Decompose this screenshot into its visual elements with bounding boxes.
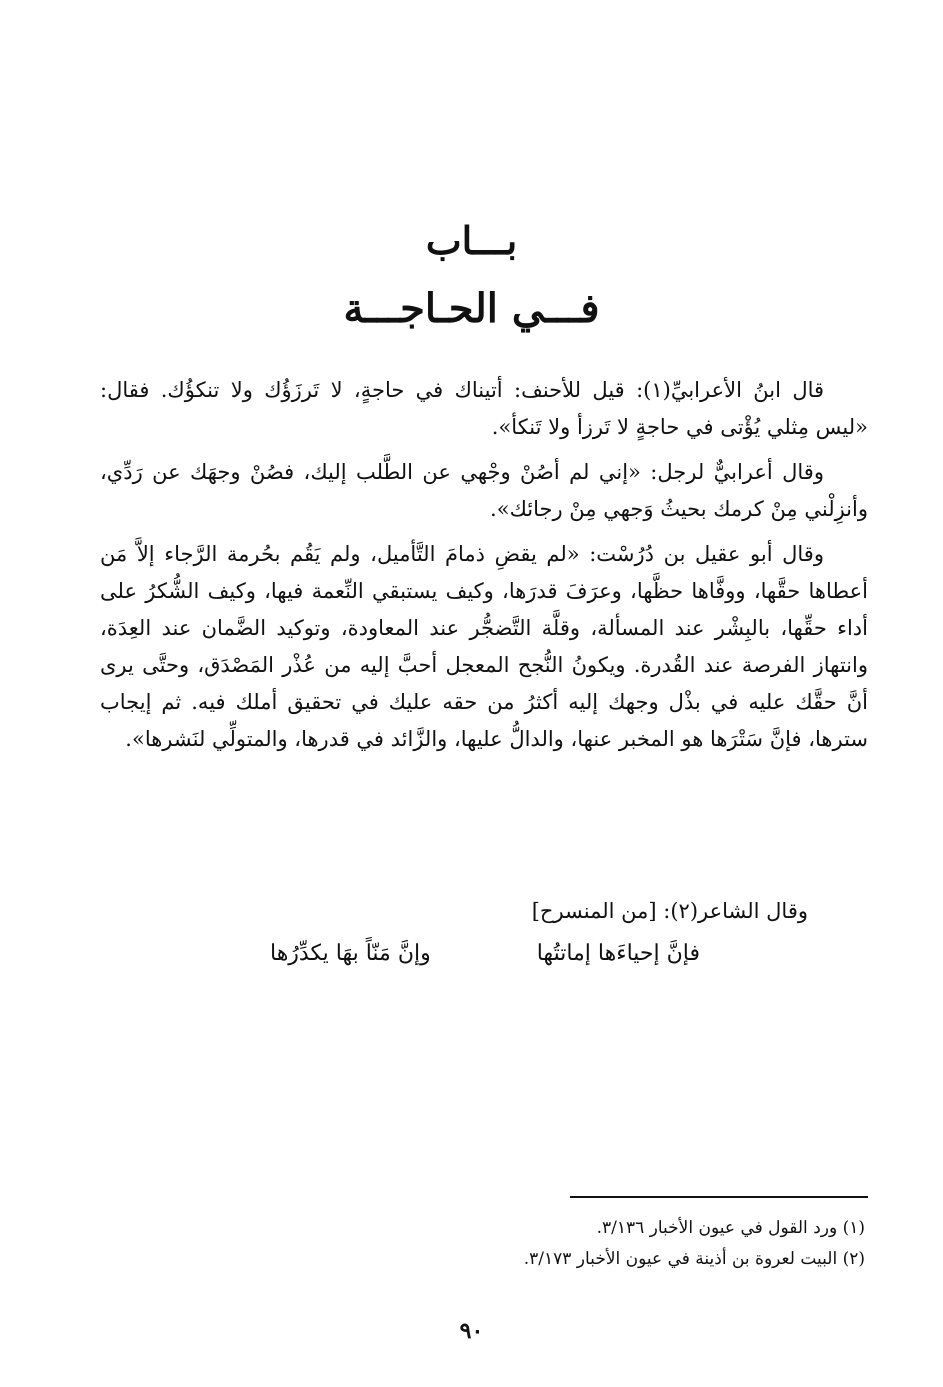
paragraph-ibn-alarabi: قال ابنُ الأعرابيِّ(١): قيل للأحنف: أتيناك في حاجةٍ، لا تَرزَؤُك ولا تنكؤُك. فقال: «ليس مِثلي يُؤْتى في حاجةٍ لا تَرزأ ولا تَنكأ». <box>100 378 868 439</box>
poem-intro: وقال الشاعر(٢): [من المنسرح] <box>531 899 808 923</box>
poem-second-hemistich: وإنَّ مَنّاً بهَا يكدِّرُها <box>270 941 431 966</box>
poem-first-hemistich: فإنَّ إحياءَها إماتتُها <box>536 941 700 966</box>
main-text <box>100 372 868 766</box>
chapter-heading: بـــاب <box>425 218 518 263</box>
footnote-1: (١) ورد القول في عيون الأخبار ٣/١٣٦. <box>596 1218 865 1238</box>
paragraph-abu-aqil: وقال أبو عقيل بن دُرُسْت: «لم يقضِ ذمامَ التَّأميل، ولم يَقُم بحُرمة الرَّجاء إلاَّ مَن أعطاها حقَّها، ووفَّاها حظَّها، وعرَفَ قدرَها، وكيف يستبقي النِّعمة فيها، وكيف الشُّكرُ على أداء حقِّها، بالبِشْر عند المسألة، وقلَّة التَّضجُّر عند المعاودة، وتوكيد الضَّمان عند العِدَة، وانتهاز الفرصة عند القُدرة. ويكونُ النُّجح المعجل أحبَّ إليه من عُذْر المَصْدَق، وحتَّى يرى أنَّ حقَّك عليه في بذْل وجهك إليه أكثرُ من حقه عليك في تحقيق أملك فيه. ثم إيجاب سترها، فإنَّ سَتْرَها هو المخبر عنها، والدالُّ عليها، والزَّائد في قدرها، والمتولِّي لنَشرها». <box>100 542 868 751</box>
chapter-title: فـــي الحـاجـــة <box>343 285 600 332</box>
poem-verse <box>270 941 700 981</box>
footnote-2: (٢) البيت لعروة بن أذينة في عيون الأخبار ٣/١٧٣. <box>523 1249 865 1269</box>
paragraph-bedouin: وقال أعرابيٌّ لرجل: «إني لم أصُنْ وجْهي عن الطَّلب إليك، فصُنْ وجهَك عن رَدِّي، وأنزِلْني مِنْ كرمك بحيثُ وَجهي مِنْ رجائك». <box>100 460 868 521</box>
page-number: ٩٠ <box>459 1318 484 1344</box>
footnotes <box>265 1213 865 1275</box>
footnote-divider <box>570 1196 868 1198</box>
